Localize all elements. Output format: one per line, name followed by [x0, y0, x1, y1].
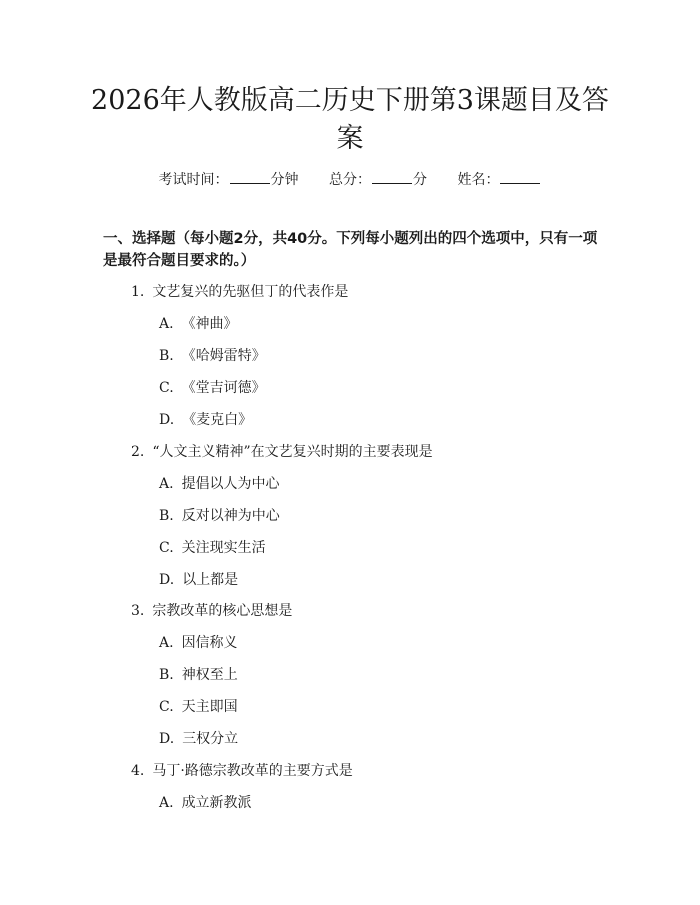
option-text: 反对以神为中心	[181, 508, 280, 524]
option-text: 因信称义	[181, 635, 238, 651]
option-letter: B.	[159, 508, 174, 524]
question-1	[131, 282, 348, 302]
option-text: 《堂吉诃德》	[181, 380, 266, 396]
question-text: “人文主义精神”在文艺复兴时期的主要表现是	[152, 444, 433, 460]
exam-time-unit: 分钟	[270, 172, 299, 188]
option-letter: C.	[159, 540, 174, 556]
option-text: 《麦克白》	[182, 412, 253, 428]
option-letter: C.	[159, 699, 174, 715]
total-score-field	[329, 170, 427, 190]
option-3c[interactable]	[159, 697, 238, 717]
option-text: 成立新教派	[181, 795, 252, 811]
option-text: 三权分立	[182, 731, 239, 747]
option-text: 《神曲》	[181, 316, 238, 332]
student-name-field	[457, 170, 541, 190]
option-letter: A.	[159, 316, 174, 332]
question-number: 4.	[131, 763, 145, 779]
question-4	[131, 761, 353, 781]
option-text: 提倡以人为中心	[181, 476, 280, 492]
question-number: 3.	[131, 603, 145, 619]
option-text: 《哈姆雷特》	[181, 348, 266, 364]
question-text: 文艺复兴的先驱但丁的代表作是	[152, 284, 349, 300]
option-letter: A.	[159, 795, 174, 811]
option-3d[interactable]	[159, 729, 238, 749]
option-letter: A.	[159, 635, 174, 651]
question-text: 宗教改革的核心思想是	[152, 603, 293, 619]
option-letter: D.	[159, 731, 175, 747]
option-2c[interactable]	[159, 538, 266, 558]
question-number: 1.	[131, 284, 145, 300]
total-score-blank[interactable]	[372, 171, 412, 184]
option-text: 天主即国	[181, 699, 238, 715]
option-1b[interactable]	[159, 346, 266, 366]
option-1c[interactable]	[159, 378, 266, 398]
option-letter: B.	[159, 667, 174, 683]
total-score-unit: 分	[413, 172, 427, 188]
section-heading: 一、选择题（每小题2分，共40分。下列每小题列出的四个选项中，只有一项是最符合题目要求的。）	[103, 231, 598, 269]
exam-time-field	[159, 170, 299, 190]
option-2a[interactable]	[159, 474, 280, 494]
student-name-blank[interactable]	[500, 171, 540, 184]
exam-time-label: 考试时间：	[158, 172, 229, 188]
student-name-label: 姓名：	[457, 172, 500, 188]
option-text: 关注现实生活	[181, 540, 266, 556]
question-text: 马丁·路德宗教改革的主要方式是	[152, 763, 353, 779]
option-letter: A.	[159, 476, 174, 492]
question-3	[131, 601, 292, 621]
option-4a[interactable]	[159, 793, 252, 813]
option-1a[interactable]	[159, 314, 238, 334]
option-letter: D.	[159, 412, 175, 428]
option-letter: C.	[159, 380, 174, 396]
option-letter: B.	[159, 348, 174, 364]
document-title: 2026年人教版高二历史下册第3课题目及答案	[91, 85, 609, 154]
question-2	[131, 442, 433, 462]
option-letter: D.	[159, 572, 175, 588]
exam-time-blank[interactable]	[230, 171, 270, 184]
option-1d[interactable]	[159, 410, 252, 430]
option-2d[interactable]	[159, 570, 238, 590]
option-text: 以上都是	[182, 572, 239, 588]
exam-info-line	[0, 170, 700, 190]
option-3a[interactable]	[159, 633, 238, 653]
option-3b[interactable]	[159, 665, 238, 685]
option-text: 神权至上	[181, 667, 238, 683]
total-score-label: 总分：	[329, 172, 371, 188]
question-number: 2.	[131, 444, 145, 460]
option-2b[interactable]	[159, 506, 280, 526]
